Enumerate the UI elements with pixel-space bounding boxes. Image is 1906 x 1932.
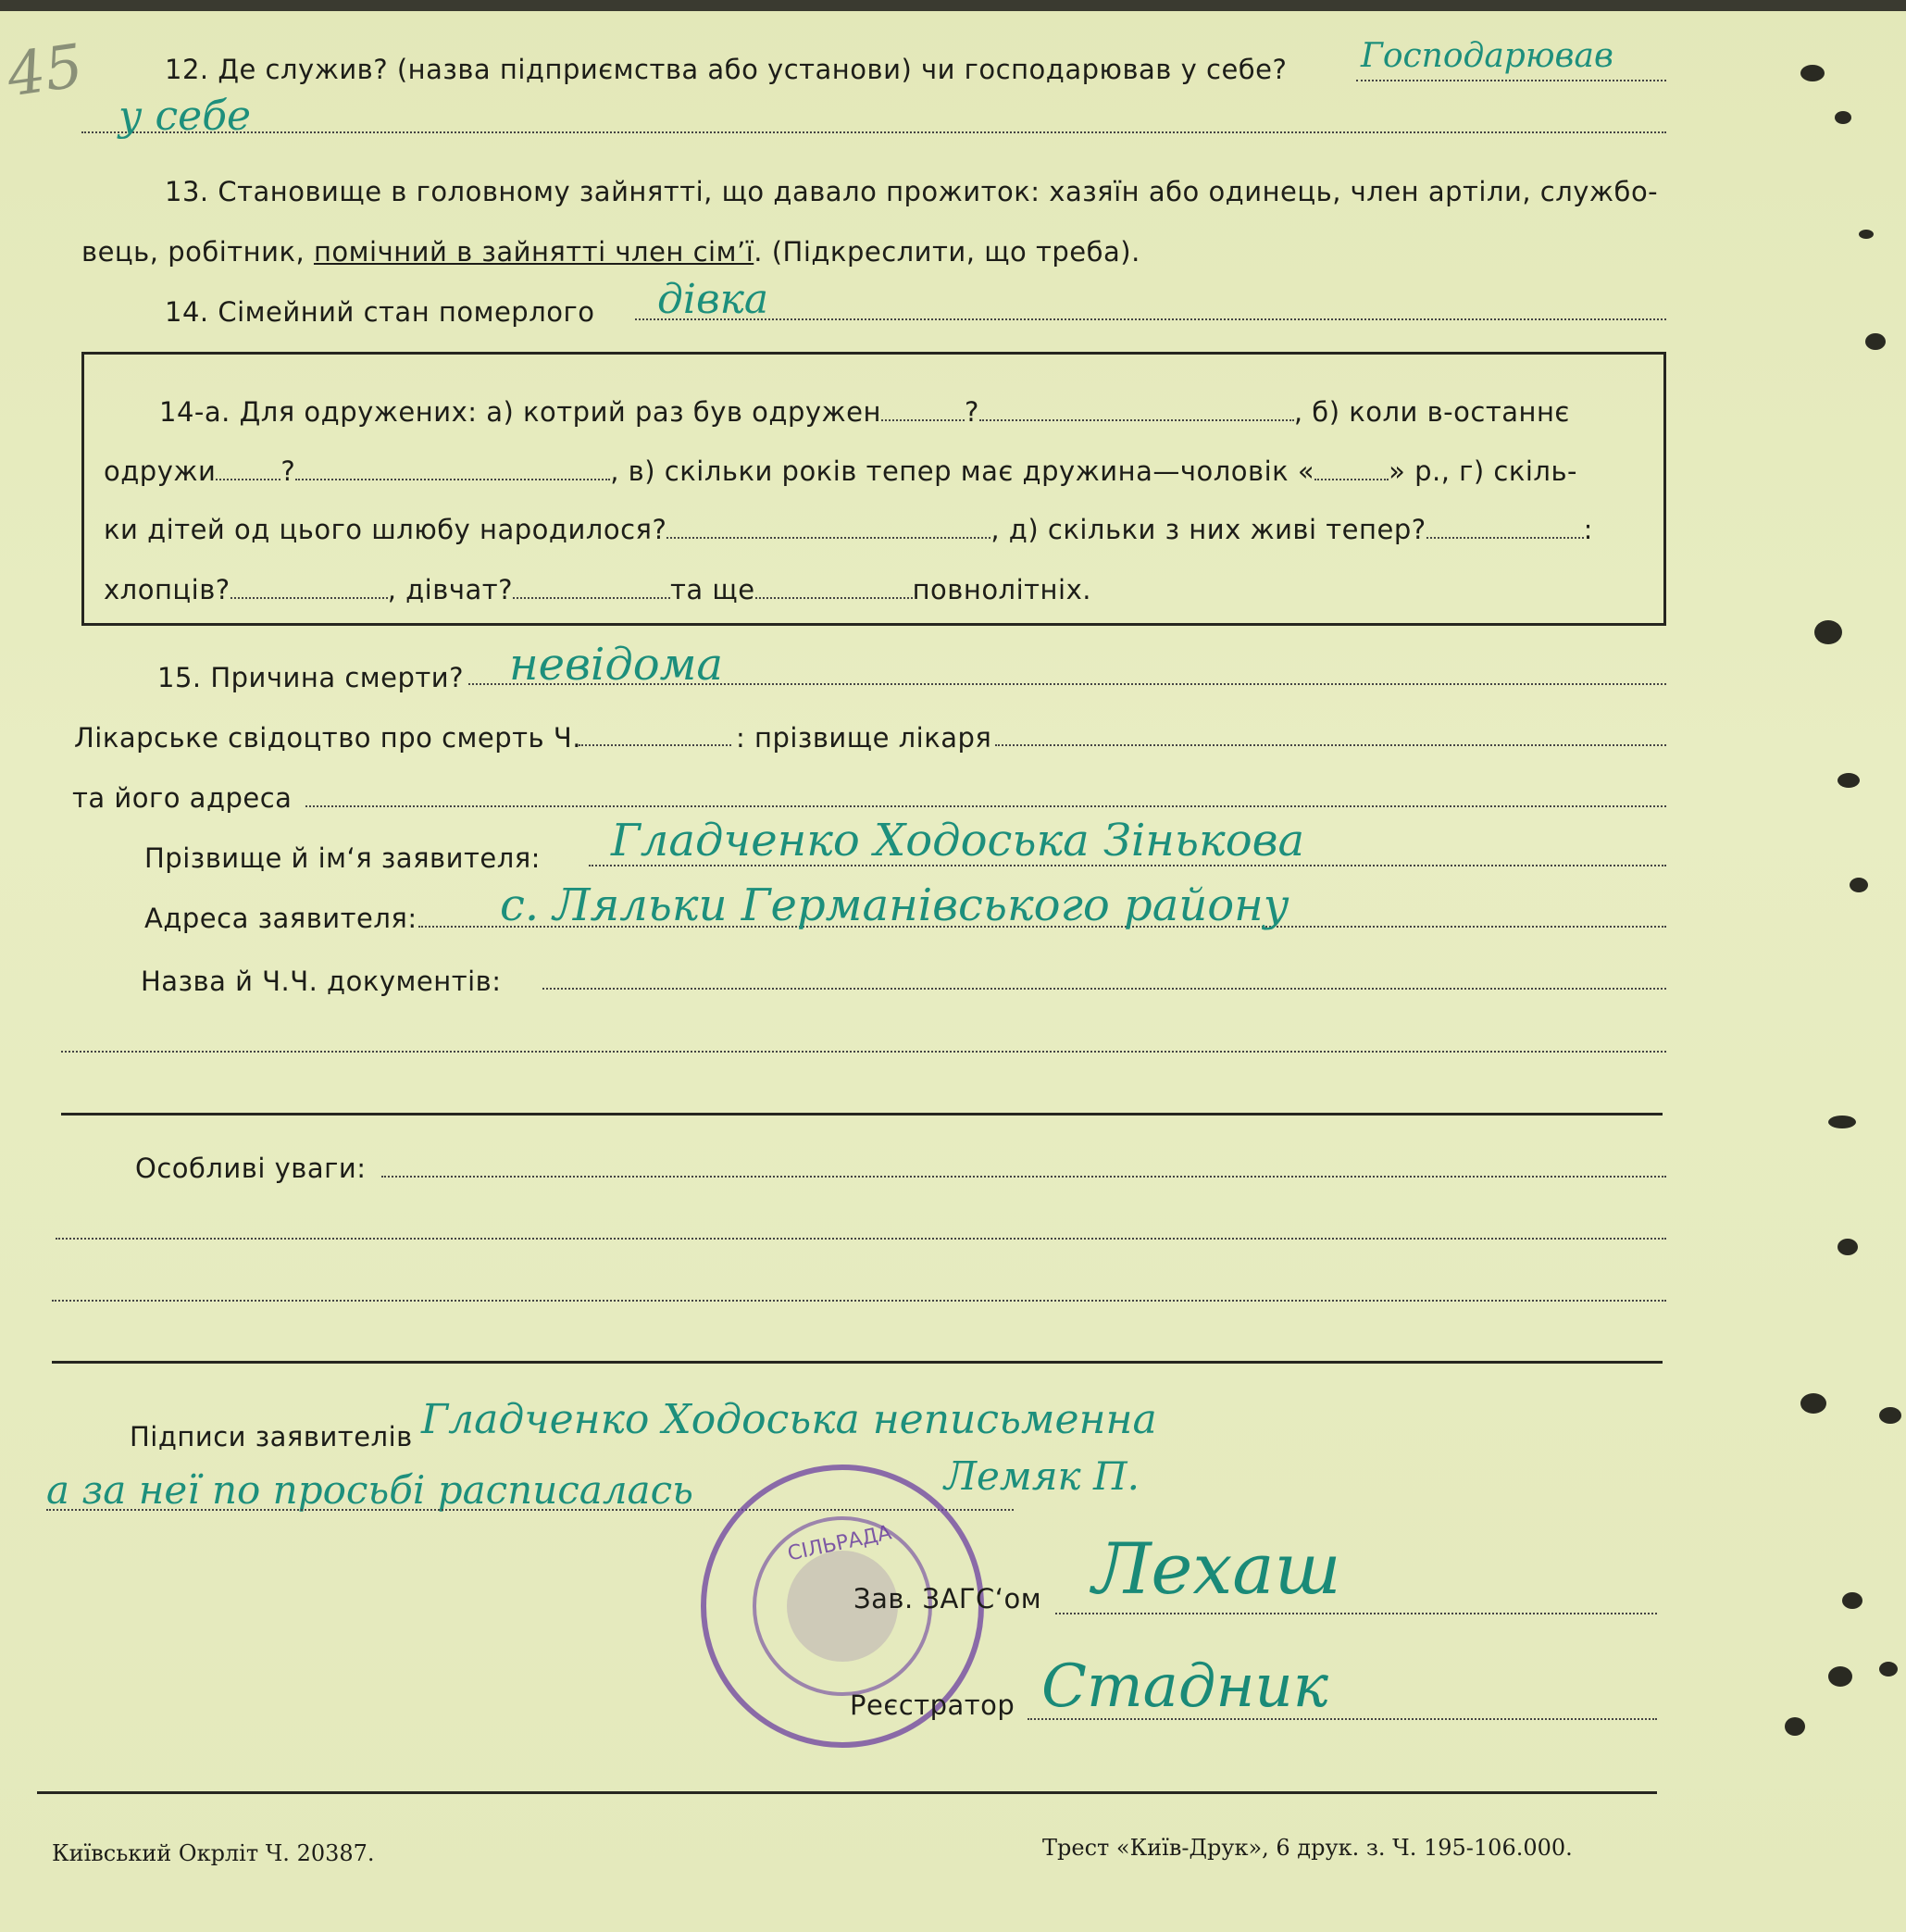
q14a-row4-c: та ще — [670, 574, 755, 605]
q13-line2 — [81, 236, 1140, 268]
section-divider-1 — [61, 1113, 1663, 1116]
stamp-text: СІЛЬРАДА — [785, 1521, 894, 1566]
q14a-girls-field[interactable] — [513, 597, 670, 599]
q14a-row3-b: , д) скільки з них живі тепер? — [990, 514, 1426, 545]
binding-hole — [1785, 1717, 1805, 1736]
footer-left: Київський Окрліт Ч. 20387. — [52, 1840, 375, 1866]
signatures-value-2b: Лемяк П. — [944, 1453, 1140, 1499]
q14a-adults-field[interactable] — [755, 597, 913, 599]
binding-hole — [1865, 333, 1886, 350]
binding-hole — [1814, 620, 1842, 644]
zags-head-signature: Лехаш — [1092, 1527, 1341, 1610]
documents-field[interactable] — [542, 988, 1666, 990]
doctor-address-label: та його адреса — [72, 782, 293, 814]
doctor-name-field[interactable] — [995, 744, 1666, 746]
notes-field[interactable] — [381, 1176, 1666, 1178]
q14a-row2-q: ? — [280, 455, 296, 487]
q12-label: 12. Де служив? (назва підприємства або установи) чи господарював у себе? — [165, 54, 1288, 85]
q14a-row1 — [159, 396, 1570, 428]
binding-hole — [1828, 1116, 1856, 1128]
q14a-row3-c: : — [1583, 514, 1593, 545]
q15-label: 15. Причина смерти? — [157, 662, 465, 693]
signatures-value-1: Гладченко Ходоська неписьменна — [421, 1396, 1157, 1443]
binding-hole — [1800, 1393, 1826, 1414]
q14a-row4 — [104, 574, 1091, 605]
registrar-label: Реєстратор — [850, 1689, 1015, 1721]
q12-fill-line[interactable] — [1356, 80, 1666, 81]
q14a-when-field[interactable] — [216, 479, 280, 480]
q14a-row1-q: ? — [964, 396, 979, 428]
q14a-times-married-field-2[interactable] — [979, 419, 1294, 421]
q14-label: 14. Сімейний стан померлого — [165, 296, 595, 328]
applicant-name-label: Прізвище й ім‘я заявителя: — [144, 842, 541, 874]
q14-answer: дівка — [657, 276, 769, 323]
signatures-label: Підписи заявителів — [130, 1421, 413, 1452]
q13-underlined-option: помічний в зайнятті член сім’ї — [313, 236, 754, 268]
binding-hole — [1837, 1239, 1858, 1255]
q14a-row3-a: ки дітей од цього шлюбу народилося? — [104, 514, 667, 545]
q14a-row4-b: , дівчат? — [387, 574, 514, 605]
q14a-row4-d: повнолітніх. — [912, 574, 1091, 605]
doctor-address-field[interactable] — [305, 805, 1666, 807]
q14a-children-field[interactable] — [666, 537, 990, 539]
q14a-row3 — [104, 514, 1593, 545]
signatures-value-2: а за неї по просьбі расписалась — [46, 1467, 693, 1513]
q15-answer: невідома — [509, 639, 724, 691]
documents-field-2[interactable] — [61, 1051, 1666, 1053]
q14-fill-line[interactable] — [635, 318, 1666, 320]
top-edge — [0, 0, 1906, 11]
q12-answer-b: у себе — [118, 93, 252, 140]
binding-hole — [1842, 1592, 1862, 1609]
q14a-row2-c: » р., г) скіль- — [1389, 455, 1578, 487]
q14a-boys-field[interactable] — [230, 597, 388, 599]
notes-label: Особливі уваги: — [135, 1153, 367, 1184]
q14a-spouse-age-field[interactable] — [1314, 479, 1389, 480]
q14a-row2 — [104, 455, 1577, 487]
applicant-address-label: Адреса заявителя: — [144, 903, 417, 934]
binding-hole — [1850, 878, 1868, 892]
q14a-living-field[interactable] — [1426, 537, 1584, 539]
applicant-name-value: Гладченко Ходоська Зінькова — [611, 815, 1305, 866]
registrar-signature: Стадник — [1041, 1652, 1328, 1721]
documents-label: Назва й Ч.Ч. документів: — [141, 966, 502, 997]
binding-hole — [1800, 65, 1825, 81]
binding-hole — [1837, 773, 1860, 788]
q13-line1: 13. Становище в головному зайнятті, що давало прожиток: хазяїн або одинець, член артіли, службо- — [165, 176, 1659, 207]
binding-hole — [1828, 1666, 1852, 1687]
q14a-when-field-2[interactable] — [295, 479, 610, 480]
section-divider-2 — [52, 1361, 1663, 1364]
q12-answer-a: Господарював — [1361, 37, 1613, 75]
q14a-row1-b: , б) коли в-останнє — [1293, 396, 1570, 428]
q14a-row2-b: , в) скільки років тепер має дружина—чоловік « — [610, 455, 1315, 487]
binding-hole — [1835, 111, 1851, 124]
medical-cert-number-field[interactable] — [579, 744, 731, 746]
zags-head-sign-field[interactable] — [1055, 1613, 1657, 1614]
doctor-label: : прізвище лікаря — [736, 722, 992, 754]
applicant-address-value: с. Ляльки Германівського району — [500, 879, 1289, 931]
q14a-times-married-field[interactable] — [881, 419, 965, 421]
medical-cert-label: Лікарське свідоцтво про смерть Ч. — [74, 722, 581, 754]
notes-field-2[interactable] — [56, 1238, 1666, 1240]
footer-right: Трест «Київ-Друк», 6 друк. з. Ч. 195-106.000. — [1042, 1835, 1573, 1861]
binding-hole — [1879, 1662, 1898, 1676]
margin-note: 45 — [3, 31, 88, 111]
q14a-row2-a: одружи — [104, 455, 217, 487]
binding-hole — [1859, 230, 1874, 239]
notes-field-3[interactable] — [52, 1300, 1666, 1302]
q14a-row4-a: хлопців? — [104, 574, 230, 605]
q13-line2-pre: вець, робітник, — [81, 236, 314, 268]
binding-hole — [1879, 1407, 1901, 1424]
bottom-rule — [37, 1791, 1657, 1794]
q13-line2-post: . (Підкреслити, що треба). — [754, 236, 1140, 268]
q12-fill-line-2[interactable] — [81, 131, 1666, 133]
zags-head-label: Зав. ЗАГС‘ом — [853, 1583, 1042, 1614]
q14a-row1-a: 14-а. Для одружених: а) котрий раз був одружен — [159, 396, 881, 428]
